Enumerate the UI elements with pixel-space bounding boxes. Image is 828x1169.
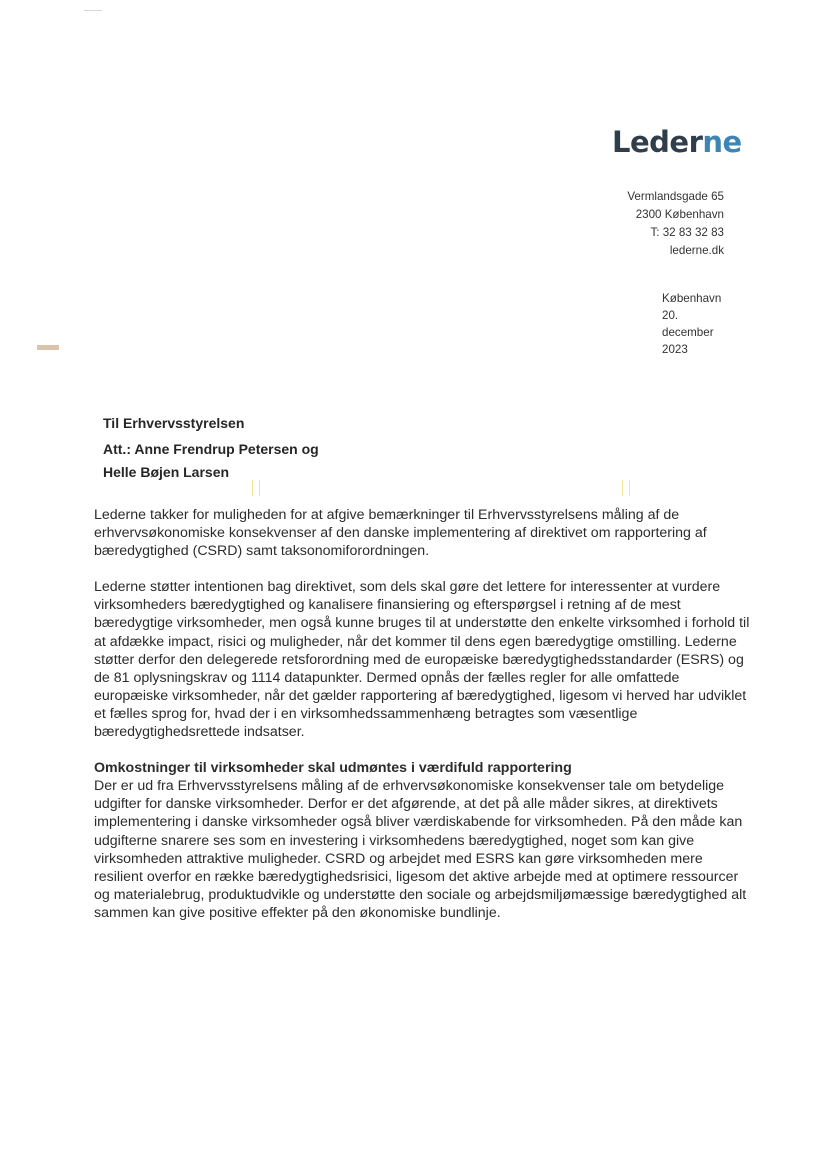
address-city: 2300 København	[635, 208, 724, 221]
sender-address	[627, 188, 724, 260]
recipient-att-line2: Helle Bøjen Larsen	[103, 464, 230, 480]
date-year: 2023	[662, 343, 688, 356]
date-place: København	[662, 292, 722, 305]
section-heading: Omkostninger til virksomheder skal udmøntes i værdifuld rapportering	[94, 760, 572, 777]
scan-mark-mid-right	[622, 480, 630, 496]
letter-date	[662, 290, 721, 358]
lederne-logo	[612, 125, 742, 159]
address-phone: T: 32 83 32 83	[650, 226, 724, 239]
scan-mark-top	[84, 10, 102, 11]
recipient-to: Til Erhvervsstyrelsen	[103, 415, 245, 431]
letter-body	[94, 506, 754, 940]
logo-text-dark: Leder	[612, 125, 703, 159]
address-street: Vermlandsgade 65	[627, 190, 724, 203]
scan-mark-left	[37, 345, 59, 350]
date-month: december	[662, 326, 714, 339]
recipient-att	[103, 438, 319, 484]
paragraph-3: Der er ud fra Erhvervsstyrelsens måling af de erhvervsøkonomiske konsekvenser tale om betydelige udgifter for danske virksomheder. Derfor er det afgørende, at det på alle måder sikres, at direktivets implementering i danske virksomheder også bliver værdiskabende for virksomheden. På den måde kan udgifterne snarere ses som en investering i virksomhedens bæredygtighed, noget som kan give virksomheden attraktive muligheder. CSRD og arbejdet med ESRS kan gøre virksomheden mere resilient overfor en række bæredygtighedsrisici, ligesom det aktive arbejde med at optimere ressourcer og materialebrug, produktudvikle og understøtte den sociale og arbejdsmiljømæssige bæredygtighed alt sammen kan give positive effekter på den økonomiske bundlinje.	[94, 778, 747, 921]
paragraph-2: Lederne støtter intentionen bag direktivet, som dels skal gøre det lettere for interessenter at vurdere virksomheders bæredygtighed og kanalisere finansiering og efterspørgsel i retning af de mest bæredygtige virksomheder, men også kunne bruges til at understøtte den enkelte virksomhed i forhold til at afdække impact, risici og muligheder, når det kommer til dens egen bæredygtige omstilling. Lederne støtter derfor den delegerede retsforordning med de europæiske bæredygtighedsstandarder (ESRS) og de 81 oplysningskrav og 1114 datapunkter. Dermed opnås der fælles regler for alle omfattede europæiske virksomheder, når det gælder rapportering af bæredygtighed, ligesom vi herved har udviklet et fælles sprog for, hvad der i en virksomhedssammenhæng betragtes som væsentlige bæredygtighedsrettede indsatser.	[94, 579, 750, 741]
paragraph-1: Lederne takker for muligheden for at afgive bemærkninger til Erhvervsstyrelsens måling af de erhvervsøkonomiske konsekvenser af den danske implementering af direktivet om rapportering af bæredygtighed (CSRD) samt taksonomiforordningen.	[94, 507, 707, 560]
date-day: 20.	[662, 309, 679, 322]
recipient-att-line1: Att.: Anne Frendrup Petersen og	[103, 441, 319, 457]
recipient-block	[103, 412, 319, 484]
address-web: lederne.dk	[669, 244, 724, 257]
logo-text-accent: ne	[702, 125, 742, 159]
